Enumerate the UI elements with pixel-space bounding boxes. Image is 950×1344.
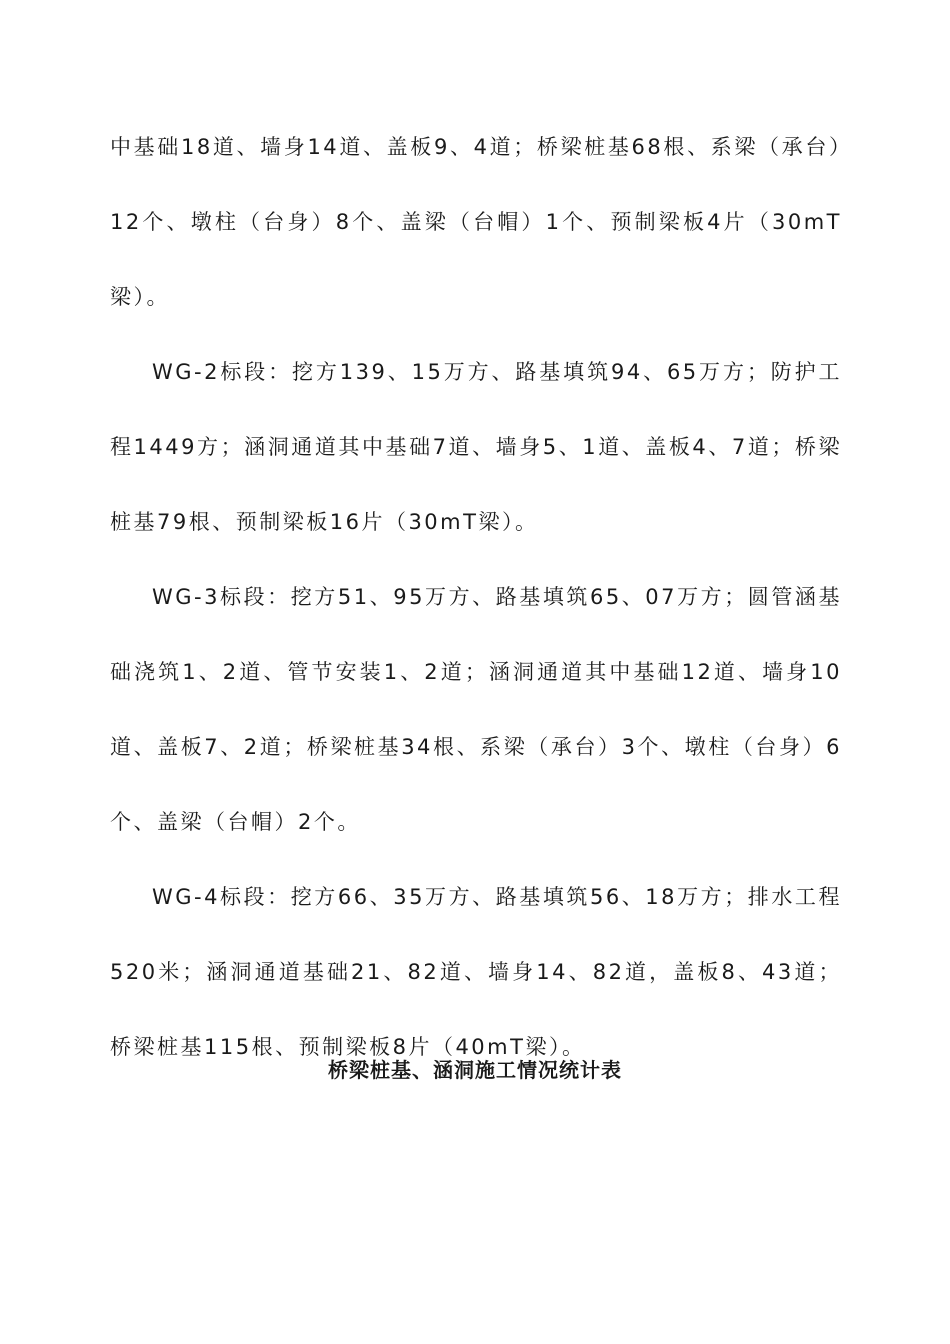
document-body <box>110 110 842 1085</box>
paragraph-wg4: WG-4标段：挖方66、35万方、路基填筑56、18万方；排水工程520米；涵洞通道基础21、82道、墙身14、82道，盖板8、43道；桥梁桩基115根、预制梁板8片（40mT梁）。 <box>110 885 842 1059</box>
paragraph-wg2: WG-2标段：挖方139、15万方、路基填筑94、65万方；防护工程1449方；涵洞通道其中基础7道、墙身5、1道、盖板4、7道；桥梁桩基79根、预制梁板16片（30mT梁）。 <box>110 360 842 534</box>
table-title: 桥梁桩基、涵洞施工情况统计表 <box>328 1058 622 1082</box>
paragraph-continuation: 中基础18道、墙身14道、盖板9、4道；桥梁桩基68根、系梁（承台）12个、墩柱（台身）8个、盖梁（台帽）1个、预制梁板4片（30mT梁）。 <box>110 135 842 309</box>
paragraph-wg3: WG-3标段：挖方51、95万方、路基填筑65、07万方；圆管涵基础浇筑1、2道、管节安装1、2道；涵洞通道其中基础12道、墙身10道、盖板7、2道；桥梁桩基34根、系梁（承台）3个、墩柱（台身）6个、盖梁（台帽）2个。 <box>110 585 842 834</box>
